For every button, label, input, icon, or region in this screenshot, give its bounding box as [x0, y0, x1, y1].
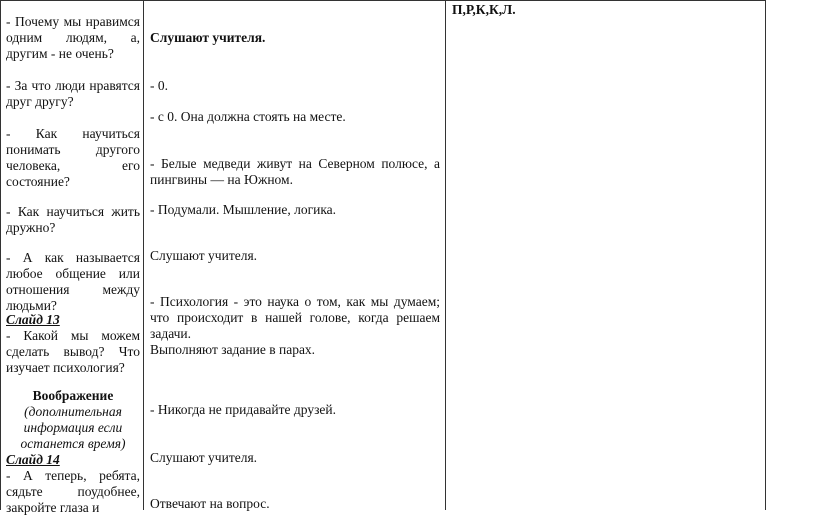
answer-bears-penguins: - Белые медведи живут на Северном полюсе, а пингвины — на Южном.	[150, 156, 440, 187]
question-relationships-name: - А как называется любое общение или отношения между людьми?	[6, 250, 140, 313]
question-live-together: - Как научиться жить дружно?	[6, 204, 140, 235]
column-divider-1	[143, 0, 144, 510]
answer-psychology-definition: - Психология - это наука о том, как мы думаем; что происходит в нашей голове, когда решаем задачи.	[150, 294, 440, 341]
answer-zero: - 0.	[150, 78, 168, 93]
competency-codes: П,Р,К,К,Л.	[452, 2, 516, 17]
question-understand-person: - Как научиться понимать другого человека, его состояние?	[6, 126, 140, 189]
competencies-column	[452, 2, 752, 18]
question-conclusion: - Какой мы можем сделать вывод? Что изучает психология?	[6, 328, 140, 375]
question-why-people-like: - За что люди нравятся друг другу?	[6, 78, 140, 109]
table-left-border	[0, 0, 1, 510]
answer-stand-still: - с 0. Она должна стоять на месте.	[150, 109, 346, 124]
slide-13-label: Слайд 13	[6, 312, 60, 327]
table-top-border	[0, 0, 766, 1]
imagination-heading: Воображение	[32, 388, 114, 403]
column-divider-2	[445, 0, 446, 510]
table-right-border	[765, 0, 766, 510]
imagination-note: (дополнительная информация если останется время)	[20, 404, 126, 451]
answer-thinking-logic: - Подумали. Мышление, логика.	[150, 202, 337, 217]
question-why-liked: - Почему мы нравимся одним людям, а, другим - не очень?	[6, 14, 140, 61]
question-close-eyes: - А теперь, ребята, сядьте поудобнее, закройте глаза и	[6, 468, 140, 515]
answer-listen-teacher-1: Слушают учителя.	[150, 30, 266, 45]
answer-pair-work: Выполняют задание в парах.	[150, 342, 316, 357]
answer-listen-teacher-2: Слушают учителя.	[150, 248, 258, 263]
answer-never-betray-friends: - Никогда не придавайте друзей.	[150, 402, 337, 417]
slide-14-label: Слайд 14	[6, 452, 60, 467]
answer-respond-question: Отвечают на вопрос.	[150, 496, 270, 511]
answer-listen-teacher-3: Слушают учителя.	[150, 450, 258, 465]
